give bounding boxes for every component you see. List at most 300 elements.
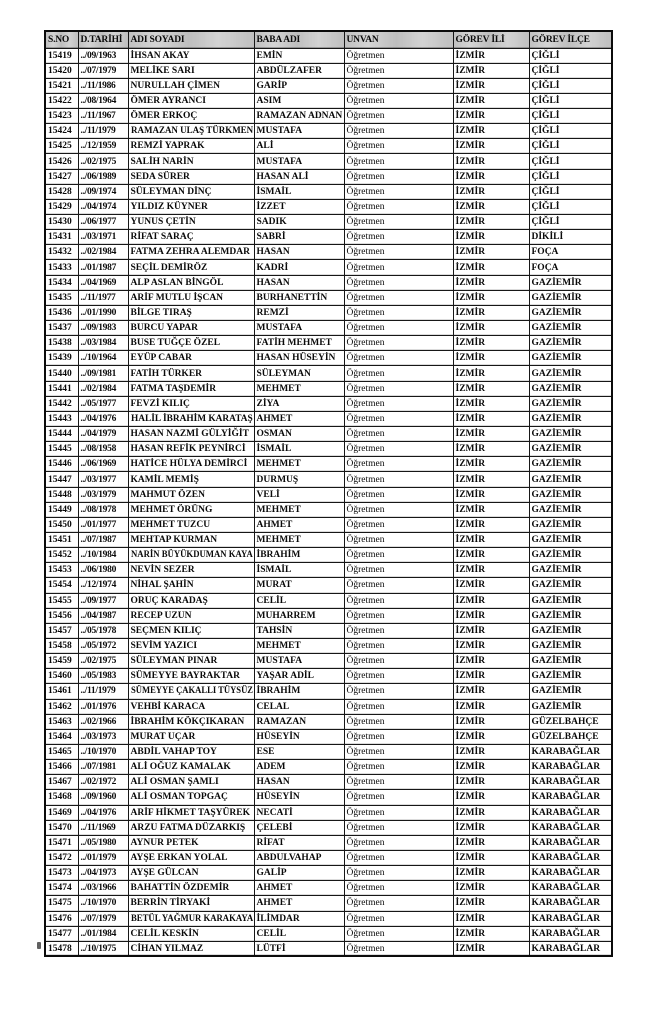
cell-birth-date: ../01/1984: [78, 926, 128, 941]
cell-serial-no: 15436: [45, 305, 78, 320]
cell-name: ORUÇ KARADAŞ: [128, 593, 254, 608]
cell-serial-no: 15419: [45, 48, 78, 63]
cell-district: GAZİEMİR: [529, 533, 612, 548]
cell-district: GAZİEMİR: [529, 623, 612, 638]
cell-district: GAZİEMİR: [529, 366, 612, 381]
cell-title: Öğretmen: [344, 805, 453, 820]
cell-district: GAZİEMİR: [529, 638, 612, 653]
cell-province: İZMİR: [453, 487, 529, 502]
cell-province: İZMİR: [453, 502, 529, 517]
cell-serial-no: 15431: [45, 230, 78, 245]
cell-birth-date: ../11/1986: [78, 78, 128, 93]
cell-father-name: ADEM: [254, 760, 344, 775]
table-row: [45, 911, 612, 926]
cell-name: HASAN NAZMİ GÜLYİĞİT: [128, 427, 254, 442]
cell-title: Öğretmen: [344, 139, 453, 154]
cell-father-name: YAŞAR ADİL: [254, 669, 344, 684]
cell-province: İZMİR: [453, 230, 529, 245]
cell-province: İZMİR: [453, 457, 529, 472]
cell-serial-no: 15439: [45, 351, 78, 366]
table-row: [45, 714, 612, 729]
cell-title: Öğretmen: [344, 775, 453, 790]
cell-title: Öğretmen: [344, 169, 453, 184]
cell-serial-no: 15464: [45, 729, 78, 744]
cell-title: Öğretmen: [344, 517, 453, 532]
cell-birth-date: ../11/1979: [78, 124, 128, 139]
table-row: [45, 517, 612, 532]
cell-birth-date: ../03/1971: [78, 230, 128, 245]
cell-province: İZMİR: [453, 714, 529, 729]
table-row: [45, 109, 612, 124]
cell-serial-no: 15425: [45, 139, 78, 154]
cell-district: ÇİĞLİ: [529, 109, 612, 124]
cell-father-name: ABDULVAHAP: [254, 850, 344, 865]
cell-name: SEÇİL DEMİRÖZ: [128, 260, 254, 275]
cell-name: SEDA SÜRER: [128, 169, 254, 184]
cell-name: NARİN BÜYÜKDUMAN KAYA: [128, 548, 254, 563]
cell-district: GÜZELBAHÇE: [529, 729, 612, 744]
cell-title: Öğretmen: [344, 669, 453, 684]
cell-title: Öğretmen: [344, 835, 453, 850]
cell-title: Öğretmen: [344, 699, 453, 714]
cell-name: HASAN REFİK PEYNİRCİ: [128, 442, 254, 457]
cell-birth-date: ../03/1977: [78, 472, 128, 487]
cell-father-name: İSMAİL: [254, 563, 344, 578]
cell-birth-date: ../02/1972: [78, 775, 128, 790]
cell-title: Öğretmen: [344, 275, 453, 290]
cell-name: MAHMUT ÖZEN: [128, 487, 254, 502]
cell-birth-date: ../05/1977: [78, 396, 128, 411]
cell-father-name: MURAT: [254, 578, 344, 593]
cell-district: DİKİLİ: [529, 230, 612, 245]
table-row: [45, 578, 612, 593]
cell-province: İZMİR: [453, 63, 529, 78]
cell-father-name: KADRİ: [254, 260, 344, 275]
cell-name: BETÜL YAĞMUR KARAKAYA: [128, 911, 254, 926]
cell-birth-date: ../05/1983: [78, 669, 128, 684]
cell-father-name: AHMET: [254, 896, 344, 911]
cell-title: Öğretmen: [344, 866, 453, 881]
table-row: [45, 245, 612, 260]
cell-birth-date: ../11/1979: [78, 684, 128, 699]
cell-province: İZMİR: [453, 427, 529, 442]
cell-district: ÇİĞLİ: [529, 48, 612, 63]
cell-birth-date: ../03/1973: [78, 729, 128, 744]
cell-district: GAZİEMİR: [529, 669, 612, 684]
cell-serial-no: 15429: [45, 199, 78, 214]
cell-serial-no: 15459: [45, 654, 78, 669]
cell-serial-no: 15433: [45, 260, 78, 275]
cell-birth-date: ../08/1964: [78, 93, 128, 108]
cell-birth-date: ../04/1969: [78, 275, 128, 290]
table-row: [45, 457, 612, 472]
cell-district: GAZİEMİR: [529, 684, 612, 699]
cell-district: ÇİĞLİ: [529, 93, 612, 108]
cell-province: İZMİR: [453, 548, 529, 563]
cell-district: GAZİEMİR: [529, 336, 612, 351]
cell-district: GAZİEMİR: [529, 351, 612, 366]
cell-title: Öğretmen: [344, 790, 453, 805]
cell-province: İZMİR: [453, 411, 529, 426]
cell-name: SÜLEYMAN DİNÇ: [128, 184, 254, 199]
cell-district: GAZİEMİR: [529, 321, 612, 336]
cell-father-name: GALİP: [254, 866, 344, 881]
cell-title: Öğretmen: [344, 654, 453, 669]
table-row: [45, 760, 612, 775]
cell-birth-date: ../05/1972: [78, 638, 128, 653]
cell-district: ÇİĞLİ: [529, 124, 612, 139]
cell-district: GAZİEMİR: [529, 654, 612, 669]
cell-title: Öğretmen: [344, 926, 453, 941]
cell-birth-date: ../03/1966: [78, 881, 128, 896]
cell-father-name: ASIM: [254, 93, 344, 108]
cell-title: Öğretmen: [344, 381, 453, 396]
cell-title: Öğretmen: [344, 623, 453, 638]
cell-father-name: MUSTAFA: [254, 654, 344, 669]
cell-title: Öğretmen: [344, 230, 453, 245]
cell-name: AYNUR PETEK: [128, 835, 254, 850]
cell-father-name: RİFAT: [254, 835, 344, 850]
cell-birth-date: ../11/1967: [78, 109, 128, 124]
table-row: [45, 654, 612, 669]
cell-name: SÜLEYMAN PINAR: [128, 654, 254, 669]
cell-serial-no: 15478: [45, 941, 78, 956]
cell-father-name: HASAN: [254, 245, 344, 260]
cell-father-name: MEHMET: [254, 533, 344, 548]
cell-birth-date: ../09/1974: [78, 184, 128, 199]
cell-serial-no: 15460: [45, 669, 78, 684]
table-row: [45, 593, 612, 608]
cell-serial-no: 15451: [45, 533, 78, 548]
cell-district: GAZİEMİR: [529, 578, 612, 593]
cell-province: İZMİR: [453, 184, 529, 199]
cell-district: KARABAĞLAR: [529, 790, 612, 805]
cell-serial-no: 15445: [45, 442, 78, 457]
cell-father-name: SABRİ: [254, 230, 344, 245]
cell-name: FEVZİ KILIÇ: [128, 396, 254, 411]
cell-title: Öğretmen: [344, 593, 453, 608]
cell-title: Öğretmen: [344, 911, 453, 926]
cell-serial-no: 15470: [45, 820, 78, 835]
cell-name: ABDİL VAHAP TOY: [128, 744, 254, 759]
cell-name: MELİKE SARI: [128, 63, 254, 78]
cell-province: İZMİR: [453, 578, 529, 593]
cell-district: GAZİEMİR: [529, 608, 612, 623]
cell-province: İZMİR: [453, 396, 529, 411]
cell-name: FATMA TAŞDEMİR: [128, 381, 254, 396]
table-row: [45, 805, 612, 820]
cell-birth-date: ../04/1973: [78, 866, 128, 881]
cell-serial-no: 15467: [45, 775, 78, 790]
cell-father-name: AHMET: [254, 517, 344, 532]
cell-title: Öğretmen: [344, 63, 453, 78]
cell-name: İHSAN AKAY: [128, 48, 254, 63]
table-row: [45, 275, 612, 290]
cell-father-name: FATİH MEHMET: [254, 336, 344, 351]
cell-district: GAZİEMİR: [529, 427, 612, 442]
cell-title: Öğretmen: [344, 260, 453, 275]
cell-birth-date: ../10/1984: [78, 548, 128, 563]
cell-serial-no: 15422: [45, 93, 78, 108]
column-header-name: ADI SOYADI: [128, 31, 254, 48]
cell-title: Öğretmen: [344, 336, 453, 351]
cell-district: KARABAĞLAR: [529, 820, 612, 835]
table-row: [45, 729, 612, 744]
cell-title: Öğretmen: [344, 729, 453, 744]
cell-district: GAZİEMİR: [529, 396, 612, 411]
cell-province: İZMİR: [453, 48, 529, 63]
cell-serial-no: 15475: [45, 896, 78, 911]
cell-birth-date: ../02/1975: [78, 154, 128, 169]
cell-name: BAHATTİN ÖZDEMİR: [128, 881, 254, 896]
cell-name: BİLGE TIRAŞ: [128, 305, 254, 320]
cell-district: GAZİEMİR: [529, 275, 612, 290]
cell-district: KARABAĞLAR: [529, 835, 612, 850]
cell-district: FOÇA: [529, 260, 612, 275]
cell-title: Öğretmen: [344, 184, 453, 199]
column-header-district: GÖREV İLÇE: [529, 31, 612, 48]
cell-serial-no: 15456: [45, 608, 78, 623]
table-row: [45, 290, 612, 305]
cell-district: GAZİEMİR: [529, 442, 612, 457]
table-row: [45, 744, 612, 759]
table-row: [45, 154, 612, 169]
cell-father-name: REMZİ: [254, 305, 344, 320]
table-row: [45, 684, 612, 699]
cell-father-name: MUSTAFA: [254, 321, 344, 336]
cell-father-name: İLİMDAR: [254, 911, 344, 926]
cell-province: İZMİR: [453, 669, 529, 684]
cell-district: GAZİEMİR: [529, 502, 612, 517]
cell-birth-date: ../07/1979: [78, 911, 128, 926]
cell-title: Öğretmen: [344, 215, 453, 230]
cell-title: Öğretmen: [344, 154, 453, 169]
cell-name: REMZİ YAPRAK: [128, 139, 254, 154]
cell-name: RAMAZAN ULAŞ TÜRKMEN: [128, 124, 254, 139]
cell-serial-no: 15434: [45, 275, 78, 290]
cell-province: İZMİR: [453, 926, 529, 941]
cell-province: İZMİR: [453, 638, 529, 653]
cell-birth-date: ../06/1989: [78, 169, 128, 184]
cell-father-name: AHMET: [254, 881, 344, 896]
cell-serial-no: 15463: [45, 714, 78, 729]
cell-district: FOÇA: [529, 245, 612, 260]
cell-district: KARABAĞLAR: [529, 805, 612, 820]
cell-serial-no: 15420: [45, 63, 78, 78]
cell-father-name: ZİYA: [254, 396, 344, 411]
cell-serial-no: 15430: [45, 215, 78, 230]
cell-birth-date: ../09/1983: [78, 321, 128, 336]
cell-province: İZMİR: [453, 336, 529, 351]
cell-title: Öğretmen: [344, 684, 453, 699]
cell-birth-date: ../10/1970: [78, 896, 128, 911]
column-header-father-name: BABA ADI: [254, 31, 344, 48]
table-row: [45, 866, 612, 881]
cell-name: MEHMET TUZCU: [128, 517, 254, 532]
cell-father-name: HASAN HÜSEYİN: [254, 351, 344, 366]
cell-province: İZMİR: [453, 472, 529, 487]
cell-birth-date: ../06/1980: [78, 563, 128, 578]
cell-name: MEHMET ÖRÜNG: [128, 502, 254, 517]
cell-province: İZMİR: [453, 124, 529, 139]
cell-serial-no: 15443: [45, 411, 78, 426]
table-row: [45, 850, 612, 865]
cell-title: Öğretmen: [344, 744, 453, 759]
cell-name: SEÇMEN KILIÇ: [128, 623, 254, 638]
cell-province: İZMİR: [453, 790, 529, 805]
cell-father-name: İBRAHİM: [254, 548, 344, 563]
cell-name: NİHAL ŞAHİN: [128, 578, 254, 593]
cell-province: İZMİR: [453, 866, 529, 881]
cell-birth-date: ../01/1977: [78, 517, 128, 532]
cell-title: Öğretmen: [344, 78, 453, 93]
cell-father-name: İSMAİL: [254, 442, 344, 457]
cell-district: KARABAĞLAR: [529, 911, 612, 926]
cell-district: KARABAĞLAR: [529, 941, 612, 956]
cell-province: İZMİR: [453, 366, 529, 381]
cell-father-name: MUSTAFA: [254, 154, 344, 169]
cell-serial-no: 15476: [45, 911, 78, 926]
cell-serial-no: 15427: [45, 169, 78, 184]
cell-serial-no: 15477: [45, 926, 78, 941]
cell-district: KARABAĞLAR: [529, 896, 612, 911]
cell-name: RECEP UZUN: [128, 608, 254, 623]
cell-province: İZMİR: [453, 78, 529, 93]
cell-serial-no: 15471: [45, 835, 78, 850]
table-row: [45, 608, 612, 623]
cell-name: SEVİM YAZICI: [128, 638, 254, 653]
cell-father-name: HASAN: [254, 775, 344, 790]
cell-name: BERRİN TİRYAKİ: [128, 896, 254, 911]
cell-father-name: CELAL: [254, 699, 344, 714]
cell-birth-date: ../09/1963: [78, 48, 128, 63]
cell-name: KAMİL MEMİŞ: [128, 472, 254, 487]
cell-serial-no: 15428: [45, 184, 78, 199]
cell-title: Öğretmen: [344, 760, 453, 775]
cell-title: Öğretmen: [344, 472, 453, 487]
cell-birth-date: ../01/1987: [78, 260, 128, 275]
cell-district: GAZİEMİR: [529, 411, 612, 426]
cell-birth-date: ../09/1977: [78, 593, 128, 608]
table-row: [45, 305, 612, 320]
table-row: [45, 321, 612, 336]
table-row: [45, 336, 612, 351]
cell-title: Öğretmen: [344, 109, 453, 124]
cell-district: GAZİEMİR: [529, 487, 612, 502]
cell-province: İZMİR: [453, 820, 529, 835]
cell-birth-date: ../05/1978: [78, 623, 128, 638]
cell-father-name: EMİN: [254, 48, 344, 63]
cell-district: GAZİEMİR: [529, 593, 612, 608]
cell-district: ÇİĞLİ: [529, 184, 612, 199]
cell-serial-no: 15440: [45, 366, 78, 381]
cell-district: GAZİEMİR: [529, 563, 612, 578]
cell-birth-date: ../03/1984: [78, 336, 128, 351]
cell-birth-date: ../08/1958: [78, 442, 128, 457]
scan-artifact-speck: [37, 942, 41, 949]
cell-province: İZMİR: [453, 775, 529, 790]
cell-father-name: ABDÜLZAFER: [254, 63, 344, 78]
table-row: [45, 896, 612, 911]
cell-district: ÇİĞLİ: [529, 63, 612, 78]
cell-title: Öğretmen: [344, 850, 453, 865]
cell-title: Öğretmen: [344, 351, 453, 366]
cell-birth-date: ../04/1976: [78, 411, 128, 426]
cell-district: GAZİEMİR: [529, 305, 612, 320]
cell-district: ÇİĞLİ: [529, 154, 612, 169]
cell-province: İZMİR: [453, 805, 529, 820]
cell-province: İZMİR: [453, 911, 529, 926]
table-row: [45, 260, 612, 275]
cell-birth-date: ../08/1978: [78, 502, 128, 517]
cell-province: İZMİR: [453, 533, 529, 548]
cell-district: ÇİĞLİ: [529, 78, 612, 93]
cell-title: Öğretmen: [344, 533, 453, 548]
cell-province: İZMİR: [453, 290, 529, 305]
cell-title: Öğretmen: [344, 487, 453, 502]
cell-title: Öğretmen: [344, 321, 453, 336]
cell-title: Öğretmen: [344, 638, 453, 653]
table-row: [45, 184, 612, 199]
cell-district: GAZİEMİR: [529, 290, 612, 305]
cell-title: Öğretmen: [344, 427, 453, 442]
cell-title: Öğretmen: [344, 245, 453, 260]
cell-province: İZMİR: [453, 744, 529, 759]
cell-title: Öğretmen: [344, 578, 453, 593]
table-row: [45, 502, 612, 517]
cell-serial-no: 15474: [45, 881, 78, 896]
cell-birth-date: ../06/1969: [78, 457, 128, 472]
cell-name: SÜMEYYE BAYRAKTAR: [128, 669, 254, 684]
cell-father-name: CELİL: [254, 926, 344, 941]
cell-birth-date: ../11/1969: [78, 820, 128, 835]
cell-birth-date: ../12/1974: [78, 578, 128, 593]
cell-birth-date: ../05/1980: [78, 835, 128, 850]
table-row: [45, 230, 612, 245]
cell-province: İZMİR: [453, 351, 529, 366]
cell-title: Öğretmen: [344, 563, 453, 578]
cell-father-name: GARİP: [254, 78, 344, 93]
cell-name: HATİCE HÜLYA DEMİRCİ: [128, 457, 254, 472]
cell-province: İZMİR: [453, 593, 529, 608]
cell-province: İZMİR: [453, 608, 529, 623]
cell-father-name: ESE: [254, 744, 344, 759]
cell-father-name: RAMAZAN ADNAN: [254, 109, 344, 124]
cell-province: İZMİR: [453, 321, 529, 336]
cell-title: Öğretmen: [344, 442, 453, 457]
table-row: [45, 427, 612, 442]
cell-name: SALİH NARİN: [128, 154, 254, 169]
cell-serial-no: 15421: [45, 78, 78, 93]
cell-father-name: MEHMET: [254, 638, 344, 653]
table-row: [45, 669, 612, 684]
cell-district: KARABAĞLAR: [529, 744, 612, 759]
cell-serial-no: 15452: [45, 548, 78, 563]
cell-name: BUSE TUĞÇE ÖZEL: [128, 336, 254, 351]
cell-serial-no: 15472: [45, 850, 78, 865]
column-header-title: UNVAN: [344, 31, 453, 48]
cell-serial-no: 15441: [45, 381, 78, 396]
table-row: [45, 139, 612, 154]
cell-province: İZMİR: [453, 169, 529, 184]
table-row: [45, 215, 612, 230]
cell-serial-no: 15448: [45, 487, 78, 502]
table-row: [45, 78, 612, 93]
cell-district: KARABAĞLAR: [529, 760, 612, 775]
cell-name: BURCU YAPAR: [128, 321, 254, 336]
cell-father-name: MEHMET: [254, 457, 344, 472]
cell-father-name: BURHANETTİN: [254, 290, 344, 305]
